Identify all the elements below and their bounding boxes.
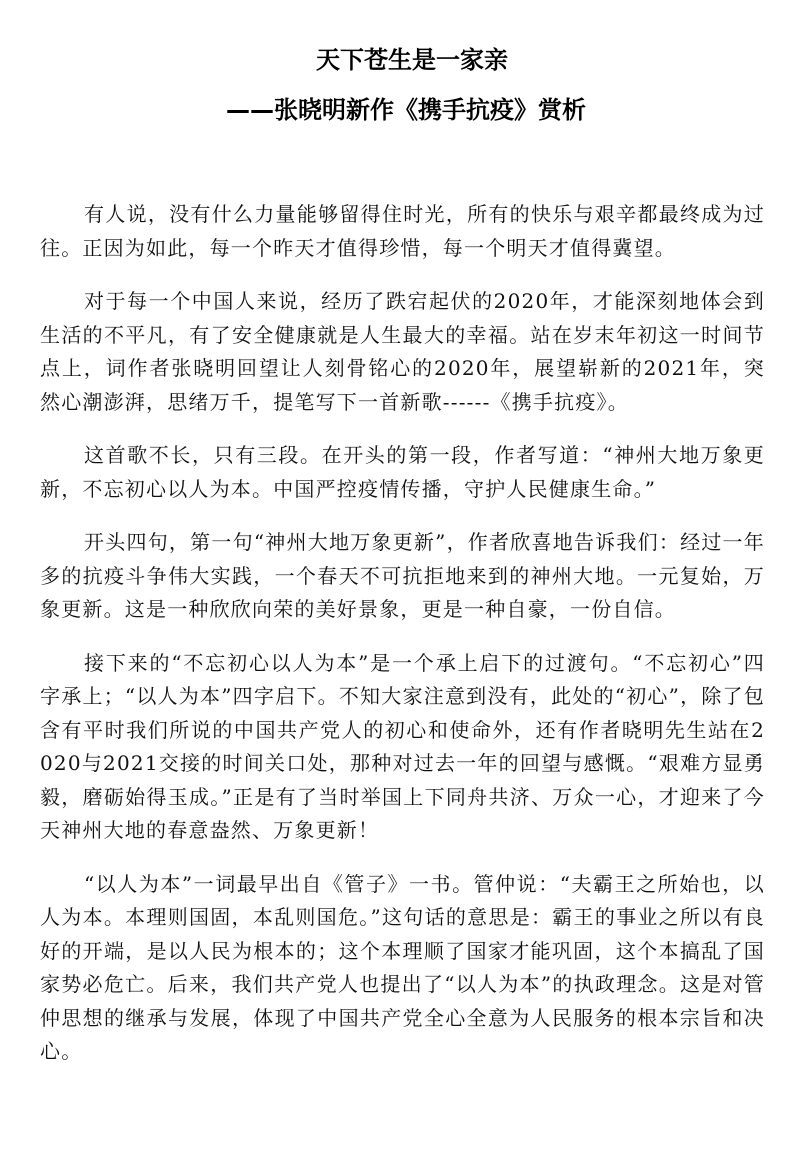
paragraph-6: “以人为本”一词最早出自《管子》一书。管仲说：“夫霸王之所始也，以人为本。本理则国固，本乱则国危。”这句话的意思是：霸王的事业之所以有良好的开端，是以人民为根本的；这个本理顺了国家才能巩固，这个本搞乱了国家势必危亡。后来，我们共产党人也提出了“以人为本”的执政理念。这是对管仲思想的继承与发展，体现了中国共产党全心全意为人民服务的根本宗旨和决心。	[40, 871, 765, 1063]
article-subtitle: ——张晓明新作《携手抗疫》赏析	[226, 96, 586, 124]
paragraph-1: 有人说，没有什么力量能够留得住时光，所有的快乐与艰辛都最终成为过往。正因为如此，每一个昨天才值得珍惜，每一个明天才值得冀望。	[40, 202, 765, 260]
article-title: 天下苍生是一家亲	[316, 46, 508, 74]
title-block	[0, 44, 800, 126]
article-body	[40, 198, 765, 1089]
paragraph-3: 这首歌不长，只有三段。在开头的第一段，作者写道：“神州大地万象更新，不忘初心以人为本。中国严控疫情传播，守护人民健康生命。”	[40, 443, 765, 501]
paragraph-2: 对于每一个中国人来说，经历了跌宕起伏的2020年，才能深刻地体会到生活的不平凡，有了安全健康就是人生最大的幸福。站在岁末年初这一时间节点上，词作者张晓明回望让人刻骨铭心的2020年，展望崭新的2021年，突然心潮澎湃，思绪万千，提笔写下一首新歌------《携手抗疫》。	[40, 289, 765, 414]
paragraph-5: 接下来的“不忘初心以人为本”是一个承上启下的过渡句。“不忘初心”四字承上；“以人为本”四字启下。不知大家注意到没有，此处的“初心”，除了包含有平时我们所说的中国共产党人的初心和使命外，还有作者晓明先生站在2020与2021交接的时间关口处，那种对过去一年的回望与感慨。“艰难方显勇毅，磨砺始得玉成。”正是有了当时举国上下同舟共济、万众一心，才迎来了今天神州大地的春意盎然、万象更新！	[40, 650, 765, 842]
paragraph-4: 开头四句，第一句“神州大地万象更新”，作者欣喜地告诉我们：经过一年多的抗疫斗争伟大实践，一个春天不可抗拒地来到的神州大地。一元复始，万象更新。这是一种欣欣向荣的美好景象，更是一种自豪，一份自信。	[40, 530, 765, 621]
